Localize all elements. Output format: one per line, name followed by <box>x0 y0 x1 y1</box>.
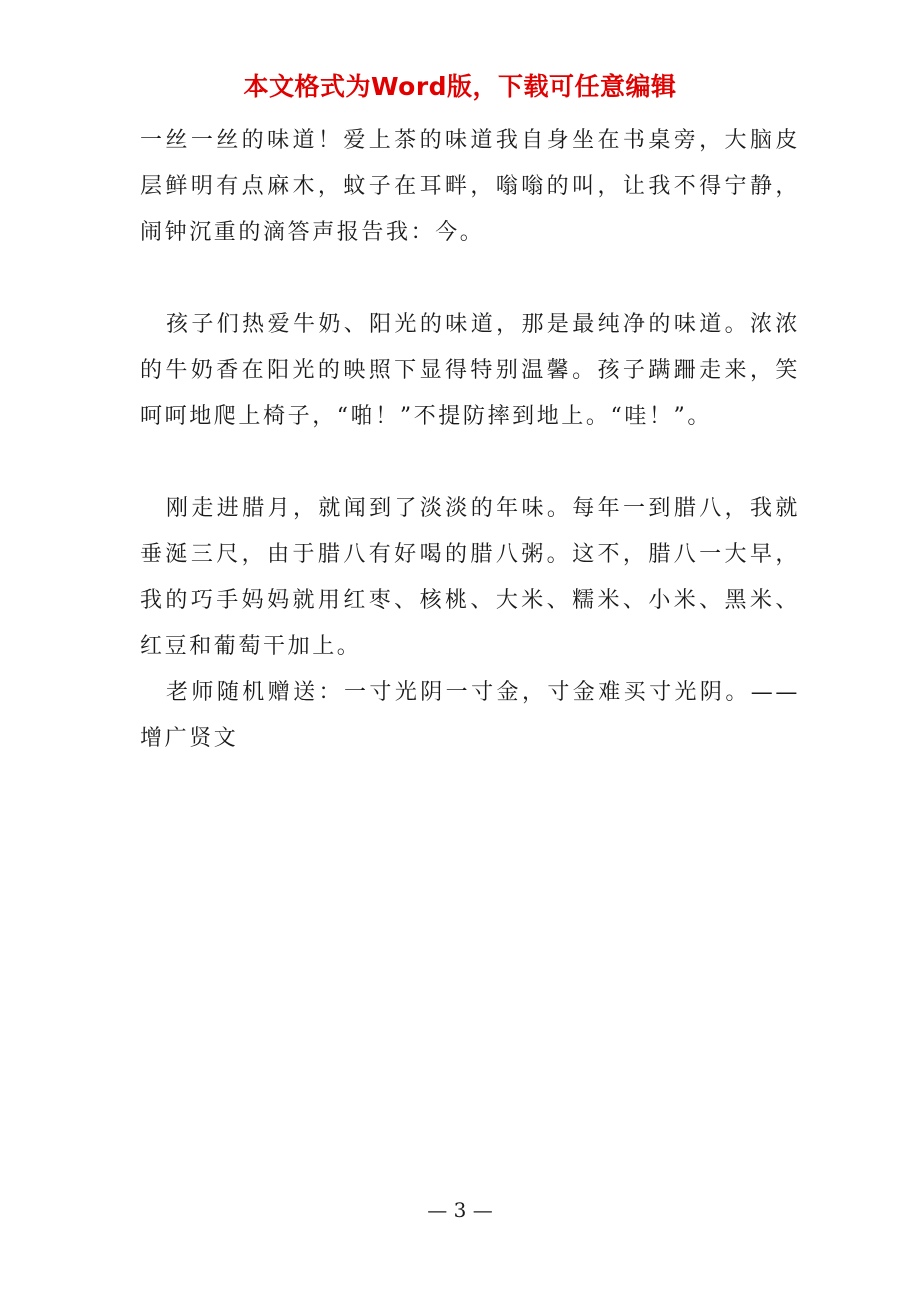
paragraph-milk: 孩子们热爱牛奶、阳光的味道，那是最纯净的味道。浓浓的牛奶香在阳光的映照下显得特别温馨。孩子蹒跚走来，笑呵呵地爬上椅子，“啪！”不提防摔到地上。“哇！”。 <box>140 312 800 429</box>
paragraph-tea: 一丝一丝的味道！爱上茶的味道我自身坐在书桌旁，大脑皮层鲜明有点麻木，蚊子在耳畔，嗡嗡的叫，让我不得宁静，闹钟沉重的滴答声报告我：今。 <box>140 128 800 245</box>
paragraph-gap <box>140 256 800 302</box>
paragraph-gap <box>140 440 800 486</box>
page-number: — 3 — <box>427 1198 493 1222</box>
paragraph-laba: 刚走进腊月，就闻到了淡淡的年味。每年一到腊八，我就垂涎三尺，由于腊八有好喝的腊八粥。这不，腊八一大早，我的巧手妈妈就用红枣、核桃、大米、糯米、小米、黑米、红豆和葡萄干加上。 <box>140 496 800 659</box>
download-banner: 本文格式为Word版，下载可任意编辑 <box>243 72 677 101</box>
paragraph-quote: 老师随机赠送：一寸光阴一寸金，寸金难买寸光阴。——增广贤文 <box>140 680 800 751</box>
document-body <box>140 118 800 762</box>
